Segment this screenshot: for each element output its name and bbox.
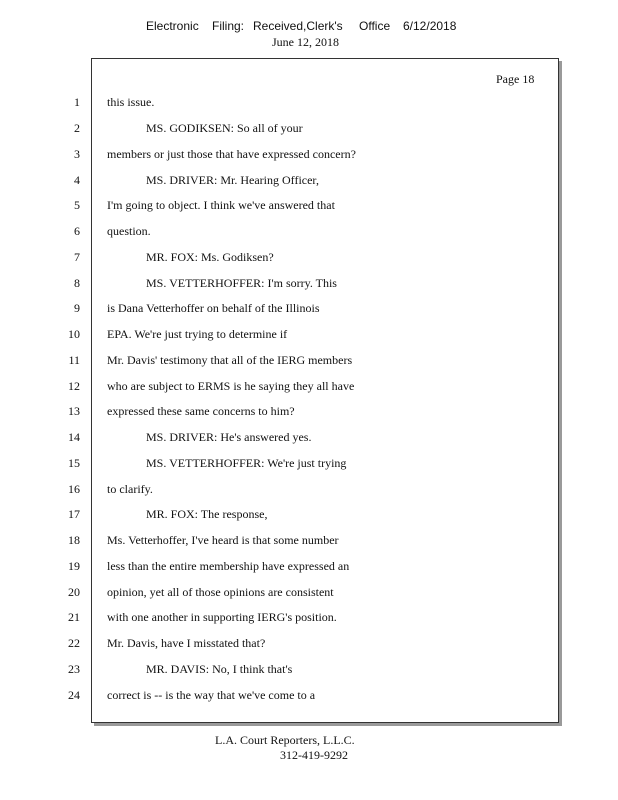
line-number: 7 [74,250,80,264]
transcript-line: this issue. [107,95,155,109]
line-number: 17 [68,507,80,521]
line-number: 21 [68,610,80,624]
footer-phone: 312-419-9292 [280,748,348,762]
stamp-electronic: Electronic [146,19,199,33]
line-number: 16 [68,482,80,496]
line-number: 24 [68,688,80,702]
transcript-line: MS. DRIVER: He's answered yes. [146,430,312,444]
transcript-line: MR. DAVIS: No, I think that's [146,662,293,676]
page-number: Page 18 [496,72,535,86]
transcript-line: is Dana Vetterhoffer on behalf of the Illinois [107,301,320,315]
stamp-filing: Filing: [212,19,245,33]
line-number: 19 [68,559,80,573]
line-number: 10 [68,327,80,341]
transcript-line: MS. VETTERHOFFER: We're just trying [146,456,347,470]
transcript-line: MR. FOX: Ms. Godiksen? [146,250,274,264]
transcript-line: MS. DRIVER: Mr. Hearing Officer, [146,173,319,187]
transcript-line: EPA. We're just trying to determine if [107,327,288,341]
transcript-line: who are subject to ERMS is he saying they all have [107,379,355,393]
transcript-line: to clarify. [107,482,153,496]
line-number: 22 [68,636,80,650]
line-number: 5 [74,198,80,212]
transcript-line: Mr. Davis, have I misstated that? [107,636,266,650]
line-number: 4 [74,173,80,187]
line-number: 3 [74,147,80,161]
transcript-line: expressed these same concerns to him? [107,404,295,418]
line-number: 15 [68,456,80,470]
transcript-line: opinion, yet all of those opinions are consistent [107,585,334,599]
stamp-received: Received,Clerk's [253,19,343,33]
line-number: 11 [68,353,80,367]
line-number: 2 [74,121,80,135]
transcript-line: MS. VETTERHOFFER: I'm sorry. This [146,276,337,290]
line-number: 23 [68,662,80,676]
line-number: 9 [74,301,80,315]
footer-company: L.A. Court Reporters, L.L.C. [215,733,355,747]
line-number: 13 [68,404,80,418]
line-number: 8 [74,276,80,290]
line-number: 18 [68,533,80,547]
transcript-line: MR. FOX: The response, [146,507,268,521]
transcript-line: less than the entire membership have expressed an [107,559,350,573]
transcript-line: with one another in supporting IERG's position. [107,610,337,624]
line-number: 12 [68,379,80,393]
transcript-line: members or just those that have expressed concern? [107,147,356,161]
line-number: 1 [74,95,80,109]
stamp-date: 6/12/2018 [403,19,457,33]
stamp-office: Office [359,19,391,33]
transcript-line: Mr. Davis' testimony that all of the IERG members [107,353,353,367]
transcript-line: Ms. Vetterhoffer, I've heard is that some number [107,533,339,547]
transcript-line: MS. GODIKSEN: So all of your [146,121,303,135]
transcript-date: June 12, 2018 [272,35,339,49]
transcript-line: correct is -- is the way that we've come to a [107,688,316,702]
line-number: 14 [68,430,80,444]
transcript-line: question. [107,224,151,238]
line-number: 6 [74,224,80,238]
filing-stamp [0,19,618,35]
line-number: 20 [68,585,80,599]
transcript-line: I'm going to object. I think we've answered that [107,198,335,212]
